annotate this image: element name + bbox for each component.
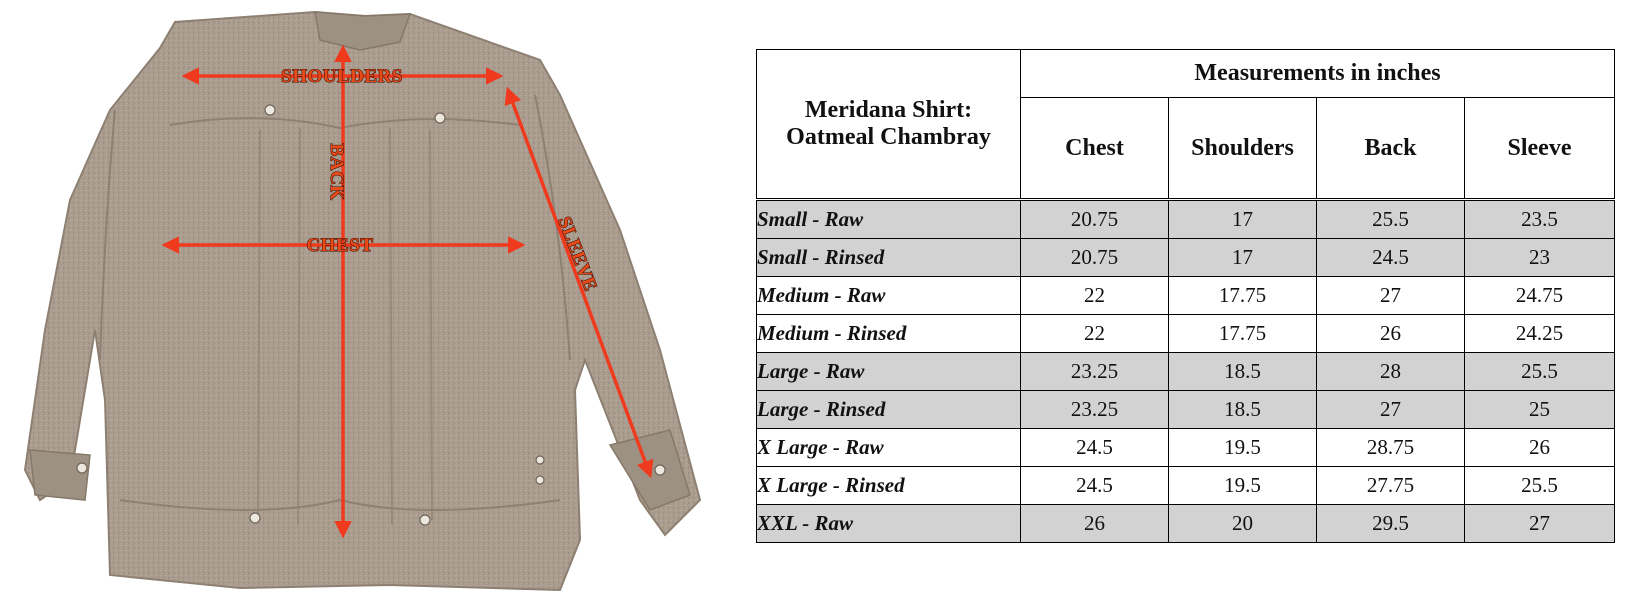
row-label: XXL - Raw	[757, 505, 1021, 543]
row-label: Large - Raw	[757, 353, 1021, 391]
cell-shoulders: 17	[1169, 239, 1317, 277]
cell-chest: 26	[1021, 505, 1169, 543]
cell-sleeve: 25.5	[1465, 467, 1615, 505]
cell-shoulders: 20	[1169, 505, 1317, 543]
cell-shoulders: 19.5	[1169, 429, 1317, 467]
cell-back: 27	[1317, 277, 1465, 315]
table-body	[757, 200, 1615, 543]
cell-sleeve: 24.75	[1465, 277, 1615, 315]
cell-shoulders: 19.5	[1169, 467, 1317, 505]
size-table	[756, 49, 1615, 543]
cell-back: 27.75	[1317, 467, 1465, 505]
row-label: X Large - Rinsed	[757, 467, 1021, 505]
column-header-shoulders: Shoulders	[1169, 98, 1317, 200]
table-row	[757, 391, 1615, 429]
back-label: BACK	[326, 143, 347, 201]
column-header-back: Back	[1317, 98, 1465, 200]
cell-chest: 22	[1021, 315, 1169, 353]
cell-sleeve: 23	[1465, 239, 1615, 277]
cell-sleeve: 26	[1465, 429, 1615, 467]
cell-sleeve: 27	[1465, 505, 1615, 543]
shirt-measurement-figure	[0, 0, 720, 601]
cell-back: 24.5	[1317, 239, 1465, 277]
cell-chest: 24.5	[1021, 467, 1169, 505]
row-label: Medium - Raw	[757, 277, 1021, 315]
cell-shoulders: 18.5	[1169, 353, 1317, 391]
cell-chest: 23.25	[1021, 391, 1169, 429]
cell-back: 28.75	[1317, 429, 1465, 467]
cell-back: 29.5	[1317, 505, 1465, 543]
table-row	[757, 239, 1615, 277]
row-label: Medium - Rinsed	[757, 315, 1021, 353]
cell-chest: 20.75	[1021, 239, 1169, 277]
column-header-sleeve: Sleeve	[1465, 98, 1615, 200]
table-title: Meridana Shirt: Oatmeal Chambray	[757, 50, 1021, 200]
cell-chest: 22	[1021, 277, 1169, 315]
size-chart	[756, 49, 1614, 543]
cell-chest: 23.25	[1021, 353, 1169, 391]
table-row	[757, 353, 1615, 391]
table-row	[757, 429, 1615, 467]
chest-label: CHEST	[306, 235, 374, 256]
row-label: Small - Rinsed	[757, 239, 1021, 277]
group-header: Measurements in inches	[1021, 50, 1615, 98]
cell-shoulders: 17	[1169, 200, 1317, 239]
cell-back: 25.5	[1317, 200, 1465, 239]
column-header-chest: Chest	[1021, 98, 1169, 200]
cell-sleeve: 25	[1465, 391, 1615, 429]
cell-shoulders: 18.5	[1169, 391, 1317, 429]
cell-shoulders: 17.75	[1169, 315, 1317, 353]
cell-sleeve: 25.5	[1465, 353, 1615, 391]
cell-back: 27	[1317, 391, 1465, 429]
table-row	[757, 505, 1615, 543]
cell-chest: 24.5	[1021, 429, 1169, 467]
row-label: Large - Rinsed	[757, 391, 1021, 429]
table-row	[757, 200, 1615, 239]
table-row	[757, 315, 1615, 353]
cell-shoulders: 17.75	[1169, 277, 1317, 315]
row-label: X Large - Raw	[757, 429, 1021, 467]
shirt-body	[25, 12, 700, 590]
cell-chest: 20.75	[1021, 200, 1169, 239]
cell-back: 28	[1317, 353, 1465, 391]
shoulders-label: SHOULDERS	[281, 66, 403, 87]
cell-sleeve: 24.25	[1465, 315, 1615, 353]
table-row	[757, 277, 1615, 315]
shirt-illustration	[0, 0, 720, 601]
row-label: Small - Raw	[757, 200, 1021, 239]
sleeve-label: SLEEVE	[553, 213, 601, 295]
cell-sleeve: 23.5	[1465, 200, 1615, 239]
table-row	[757, 467, 1615, 505]
cell-back: 26	[1317, 315, 1465, 353]
